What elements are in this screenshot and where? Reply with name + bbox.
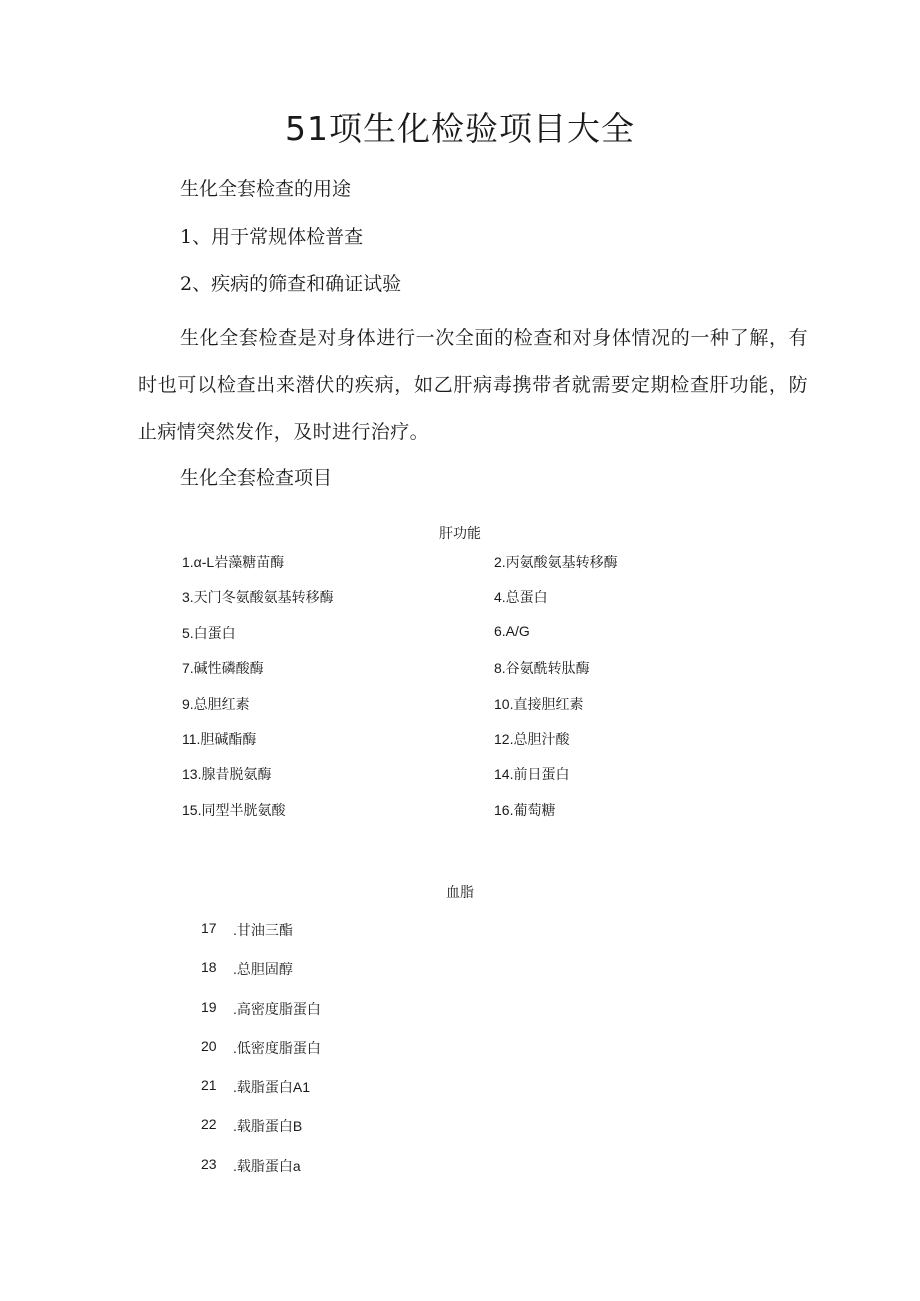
lipid-item-number: 22 <box>201 1116 217 1133</box>
liver-item: 3.天门冬氨酸氨基转移酶 <box>182 589 334 606</box>
liver-item: 2.丙氨酸氨基转移酶 <box>494 554 618 570</box>
liver-item: 4.总蛋白 <box>494 589 548 606</box>
document-title: 51项生化检验项目大全 <box>285 109 635 148</box>
liver-item: 11.胆碱酯酶 <box>182 730 257 747</box>
liver-row <box>182 658 742 693</box>
lipid-item-name: .高密度脂蛋白 <box>233 1000 321 1017</box>
liver-item: 8.谷氨酰转肽酶 <box>494 660 590 677</box>
liver-item: 10.直接胆红素 <box>494 695 584 712</box>
intro-paragraph: 生化全套检查是对身体进行一次全面的检查和对身体情况的一种了解，有时也可以检查出来潜伏的疾病，如乙肝病毒携带者就需要定期检查肝功能，防止病情突然发作，及时进行治疗。 <box>138 327 808 443</box>
lipid-section-heading: 血脂 <box>446 884 474 900</box>
use-item-1: 1、用于常规体检普查 <box>180 226 364 248</box>
liver-row <box>182 764 742 799</box>
items-heading: 生化全套检查项目 <box>180 467 333 489</box>
lipid-item-number: 17 <box>201 920 217 936</box>
liver-row <box>182 694 742 729</box>
liver-item: 6.A/G <box>494 622 530 639</box>
lipid-item-name: .低密度脂蛋白 <box>233 1039 321 1056</box>
lipid-item-name: .载脂蛋白a <box>233 1157 301 1174</box>
liver-row <box>182 800 742 835</box>
liver-item: 13.腺昔脱氨酶 <box>182 766 272 783</box>
liver-item: 12.总胆汁酸 <box>494 730 570 747</box>
liver-row <box>182 552 742 587</box>
liver-item: 1.α-L岩藻糖苗酶 <box>182 554 285 570</box>
lipid-item-number: 18 <box>201 959 217 976</box>
liver-function-list <box>182 552 742 835</box>
liver-row <box>182 623 742 658</box>
uses-heading: 生化全套检查的用途 <box>180 178 352 200</box>
lipid-item-name: .载脂蛋白A1 <box>233 1079 311 1096</box>
liver-item: 15.同型半胱氨酸 <box>182 801 286 818</box>
liver-section-heading: 肝功能 <box>439 525 481 541</box>
liver-item: 14.前日蛋白 <box>494 766 570 783</box>
liver-item: 5.白蛋白 <box>182 624 236 641</box>
lipid-item-number: 20 <box>201 1037 217 1054</box>
liver-item: 7.碱性磷酸酶 <box>182 660 264 677</box>
lipid-item-name: .总胆固醇 <box>233 961 293 978</box>
lipid-item-number: 19 <box>201 998 217 1015</box>
liver-item: 16.葡萄糖 <box>494 801 556 818</box>
liver-row <box>182 729 742 764</box>
use-item-2: 2、疾病的筛查和确证试验 <box>180 273 402 295</box>
liver-item: 9.总胆红素 <box>182 695 250 712</box>
lipid-item-number: 23 <box>201 1155 217 1172</box>
lipid-item-number: 21 <box>201 1077 217 1094</box>
lipid-item-name: .载脂蛋白B <box>233 1118 303 1135</box>
lipid-item-name: .甘油三酯 <box>233 922 293 938</box>
liver-row <box>182 587 742 622</box>
